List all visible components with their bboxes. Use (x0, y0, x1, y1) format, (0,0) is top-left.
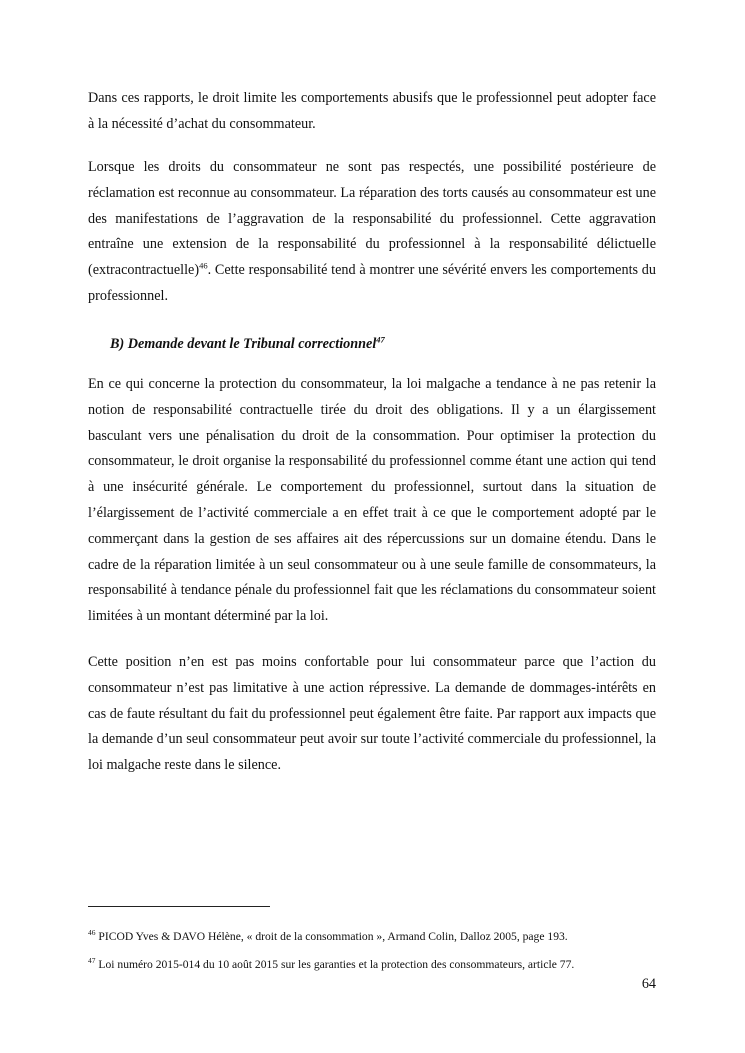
section-heading-text: B) Demande devant le Tribunal correctionnel (110, 336, 377, 352)
footnote-text: Loi numéro 2015-014 du 10 août 2015 sur les garanties et la protection des consommateurs, article 77. (95, 958, 575, 971)
paragraph-1: Dans ces rapports, le droit limite les comportements abusifs que le professionnel peut adopter face à la nécessité d’achat du consommateur. (88, 90, 656, 132)
footnote-number: 46 (88, 928, 96, 938)
paragraph-2 (88, 155, 656, 310)
paragraph-2-text-a: Lorsque les droits du consommateur ne sont pas respectés, une possibilité postérieure de réclamation est reconnue au consommateur. La réparation des torts causés au consommateur est une des manifestations de l’aggravation de la responsabilité du professionnel. Cette aggravation entraîne une extension de la responsabilité du professionnel à la responsabilité délictuelle (extracontractuelle) (88, 159, 656, 279)
footnote-46 (88, 929, 656, 945)
section-heading (110, 333, 650, 355)
footnote-separator (88, 906, 270, 907)
footnote-ref-47[interactable]: 47 (376, 334, 385, 345)
page-number: 64 (641, 976, 656, 992)
paragraph-2-text-b: . Cette responsabilité tend à montrer une sévérité envers les comportements du professionnel. (88, 262, 656, 304)
footnote-47 (88, 957, 656, 973)
footnote-ref-46[interactable]: 46 (199, 260, 208, 271)
paragraph-3: En ce qui concerne la protection du consommateur, la loi malgache a tendance à ne pas retenir la notion de responsabilité contractuelle tirée du droit des obligations. Il y a un élargissement basculant vers une pénalisation du droit de la consommation. Pour optimiser la protection du consommateur, le droit organise la responsabilité du professionnel comme étant une action qui tend à une insécurité générale. Le comportement du professionnel, surtout dans la situation de l’élargissement de l’activité commerciale a en effet trait à ce que le comportement adopté par le commerçant dans la gestion de ses affaires ait des répercussions sur un domaine étendu. Dans le cadre de la réparation limitée à un seul consommateur ou à une seule famille de consommateurs, la responsabilité à tendance pénale du professionnel fait que les réclamations du consommateur soient limitées à un montant déterminé par la loi. (88, 376, 656, 625)
footnote-number: 47 (88, 956, 96, 966)
paragraph-4: Cette position n’en est pas moins confortable pour lui consommateur parce que l’action du consommateur n’est pas limitative à une action répressive. La demande de dommages-intérêts en cas de faute résultant du fait du professionnel peut également être faite. Par rapport aux impacts que la demande d’un seul consommateur peut avoir sur toute l’activité commerciale du professionnel, la loi malgache reste dans le silence. (88, 654, 656, 774)
footnote-text: PICOD Yves & DAVO Hélène, « droit de la consommation », Armand Colin, Dalloz 2005, page 193. (95, 930, 568, 943)
